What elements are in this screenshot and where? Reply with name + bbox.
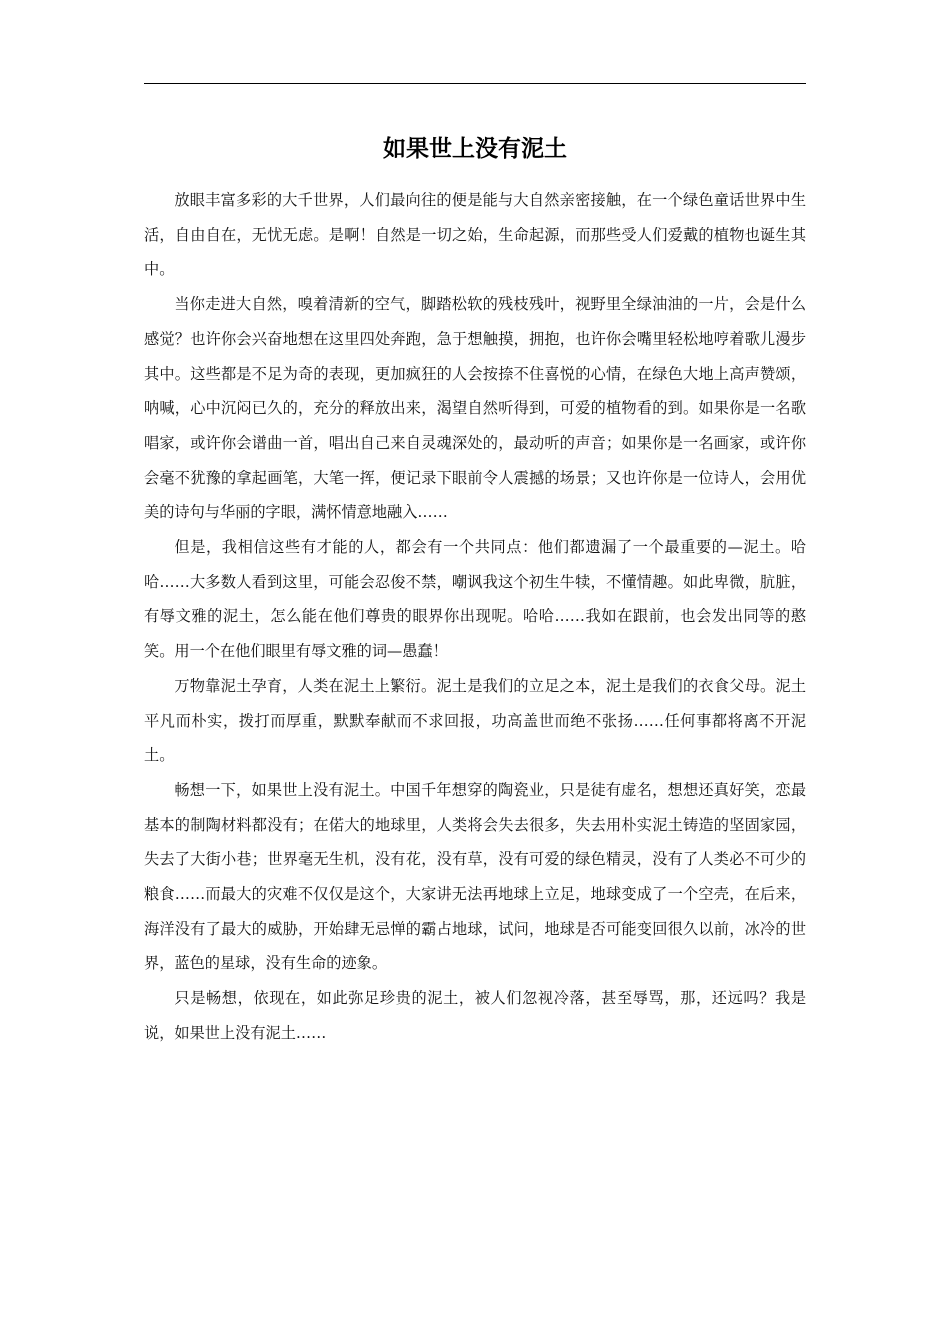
paragraph-3: 但是，我相信这些有才能的人，都会有一个共同点：他们都遗漏了一个最重要的—泥土。哈哈……大多数人看到这里，可能会忍俊不禁，嘲讽我这个初生牛犊，不懂情趣。如此卑微，肮脏，有辱文雅的泥土，怎么能在他们尊贵的眼界你出现呢。哈哈……我如在跟前，也会发出同等的憨笑。用一个在他们眼里有辱文雅的词—愚蠢！: [144, 538, 806, 661]
paragraph-4: 万物靠泥土孕育，人类在泥土上繁衍。泥土是我们的立足之本，泥土是我们的衣食父母。泥土平凡而朴实，拨打而厚重，默默奉献而不求回报，功高盖世而绝不张扬……任何事都将离不开泥土。: [144, 676, 806, 765]
paragraph-6: 只是畅想，依现在，如此弥足珍贵的泥土，被人们忽视冷落，甚至辱骂，那，还远吗？我是说，如果世上没有泥土……: [144, 989, 806, 1042]
paragraph-1: 放眼丰富多彩的大千世界，人们最向往的便是能与大自然亲密接触，在一个绿色童话世界中生活，自由自在，无忧无虑。是啊！自然是一切之始，生命起源，而那些受人们爱戴的植物也诞生其中。: [144, 191, 806, 279]
document-title: 如果世上没有泥土: [383, 135, 567, 162]
document-body: [144, 183, 806, 1051]
header-rule: [144, 83, 806, 84]
paragraph-2: 当你走进大自然，嗅着清新的空气，脚踏松软的残枝残叶，视野里全绿油油的一片，会是什么感觉？也许你会兴奋地想在这里四处奔跑，急于想触摸，拥抱，也许你会嘴里轻松地哼着歌儿漫步其中。这些都是不足为奇的表现，更加疯狂的人会按捺不住喜悦的心情，在绿色大地上高声赞颂，呐喊，心中沉闷已久的，充分的释放出来，渴望自然听得到，可爱的植物看的到。如果你是一名歌唱家，或许你会谱曲一首，唱出自己来自灵魂深处的，最动听的声音；如果你是一名画家，或许你会毫不犹豫的拿起画笔，大笔一挥，便记录下眼前令人震撼的场景；又也许你是一位诗人，会用优美的诗句与华丽的字眼，满怀情意地融入……: [144, 295, 806, 522]
paragraph-5: 畅想一下，如果世上没有泥土。中国千年想穿的陶瓷业，只是徒有虚名，想想还真好笑，恋最基本的制陶材料都没有；在偌大的地球里，人类将会失去很多，失去用朴实泥土铸造的坚固家园，失去了大街小巷；世界毫无生机，没有花，没有草，没有可爱的绿色精灵，没有了人类必不可少的粮食……而最大的灾难不仅仅是这个，大家讲无法再地球上立足，地球变成了一个空壳，在后来，海洋没有了最大的威胁，开始肆无忌惮的霸占地球，试问，地球是否可能变回很久以前，冰冷的世界，蓝色的星球，没有生命的迹象。: [144, 780, 806, 973]
